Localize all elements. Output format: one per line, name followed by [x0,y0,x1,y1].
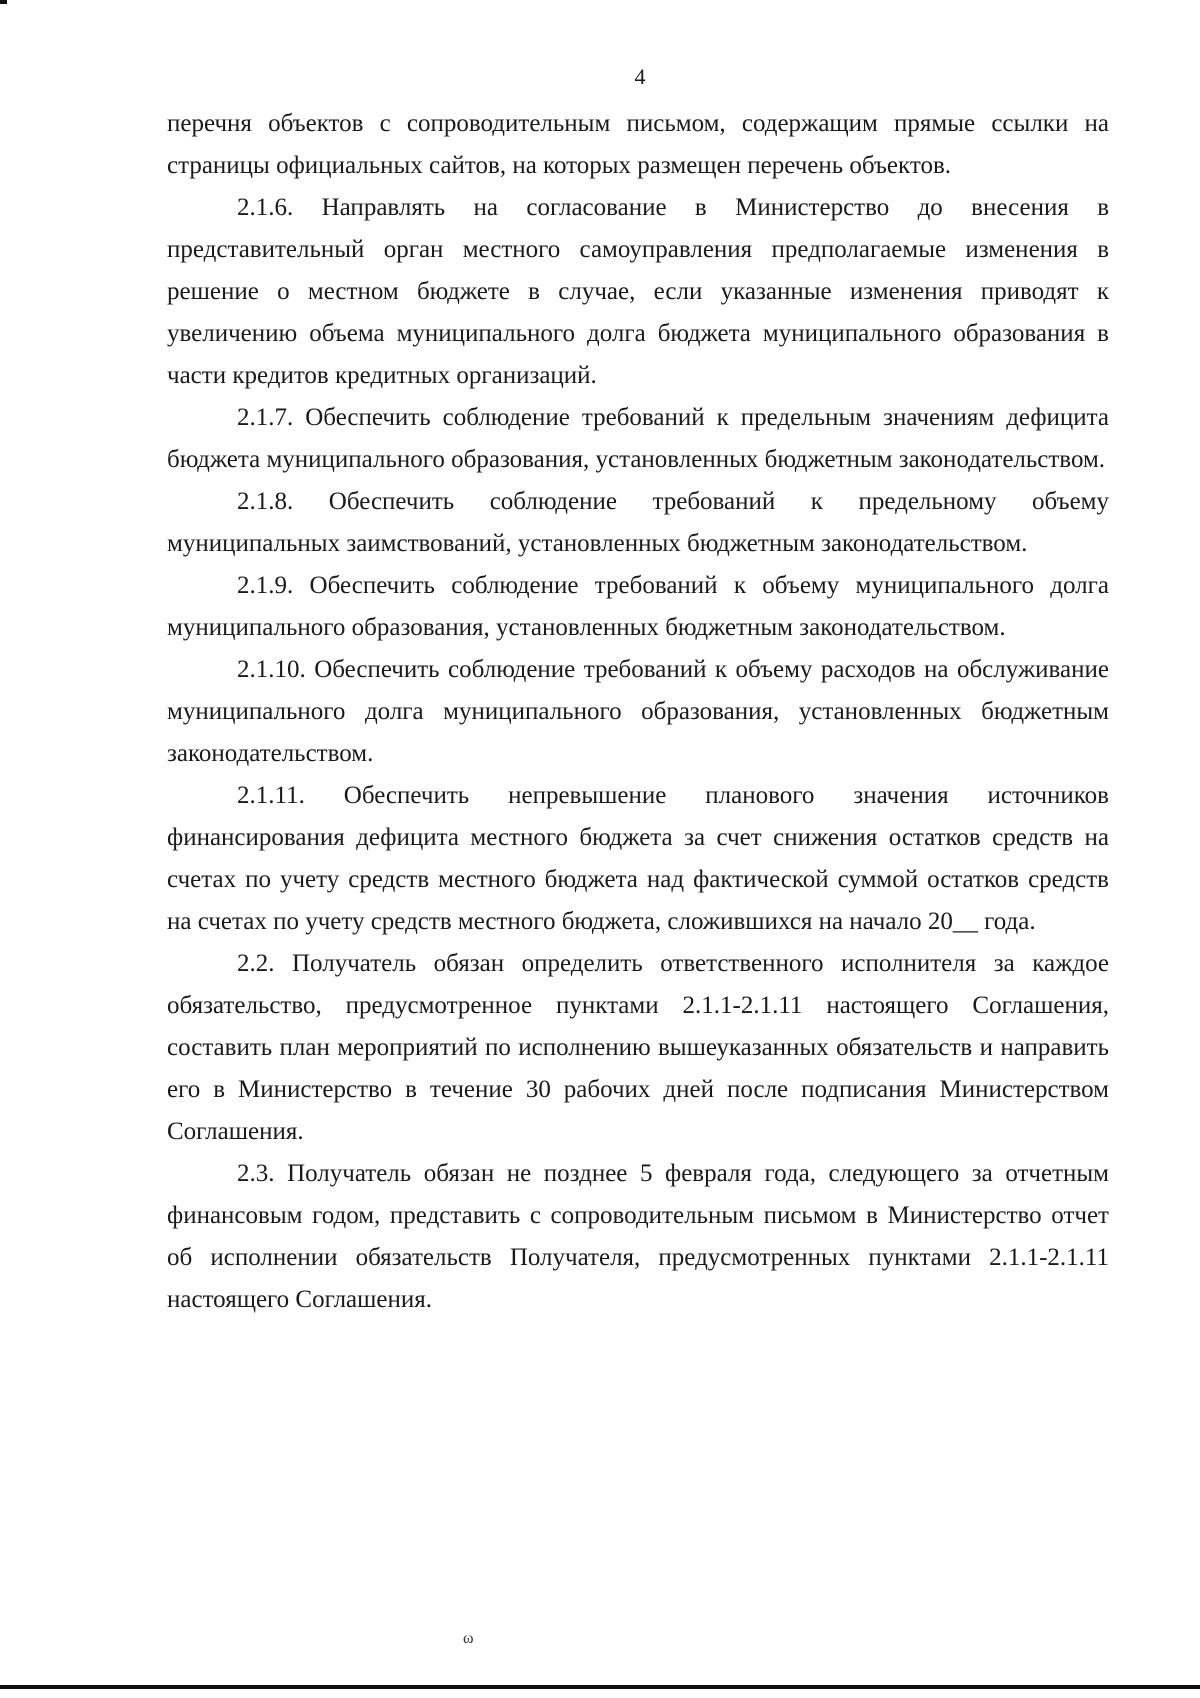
paragraph-2-1-7: 2.1.7. Обеспечить соблюдение требований к предельным значениям дефицита бюджета муниципального образования, установленных бюджетным законодательством. [167,404,1109,473]
document-body [167,103,1109,1321]
paragraph-2-2: 2.2. Получатель обязан определить ответственного исполнителя за каждое обязательство, предусмотренное пунктами 2.1.1-2.1.11 настоящего Соглашения, составить план мероприятий по исполнению вышеуказанных обязательств и направить его в Министерство в течение 30 рабочих дней после подписания Министерством Соглашения. [167,950,1109,1145]
paragraph-2-1-11: 2.1.11. Обеспечить непревышение планового значения источников финансирования дефицита местного бюджета за счет снижения остатков средств на счетах по учету средств местного бюджета над фактической суммой остатков средств на счетах по учету средств местного бюджета, сложившихся на начало 20__ года. [167,782,1109,935]
paragraph-2-1-9: 2.1.9. Обеспечить соблюдение требований к объему муниципального долга муниципального образования, установленных бюджетным законодательством. [167,572,1109,641]
scan-artifact-mark: ω [463,1630,474,1647]
paragraph-2-1-6: 2.1.6. Направлять на согласование в Министерство до внесения в представительный орган местного самоуправления предполагаемые изменения в решение о местном бюджете в случае, если указанные изменения приводят к увеличению объема муниципального долга бюджета муниципального образования в части кредитов кредитных организаций. [167,194,1109,389]
paragraph-2-3: 2.3. Получатель обязан не позднее 5 февраля года, следующего за отчетным финансовым годом, представить с сопроводительным письмом в Министерство отчет об исполнении обязательств Получателя, предусмотренных пунктами 2.1.1-2.1.11 настоящего Соглашения. [167,1160,1109,1313]
bottom-rule [0,1685,1200,1689]
scan-corner-mark [0,0,7,4]
page-number: 4 [634,64,646,89]
paragraph-2-1-8: 2.1.8. Обеспечить соблюдение требований к предельному объему муниципальных заимствований, установленных бюджетным законодательством. [167,488,1109,557]
paragraph-continuation: перечня объектов с сопроводительным письмом, содержащим прямые ссылки на страницы официальных сайтов, на которых размещен перечень объектов. [167,110,1109,179]
paragraph-2-1-10: 2.1.10. Обеспечить соблюдение требований к объему расходов на обслуживание муниципального долга муниципального образования, установленных бюджетным законодательством. [167,656,1109,767]
